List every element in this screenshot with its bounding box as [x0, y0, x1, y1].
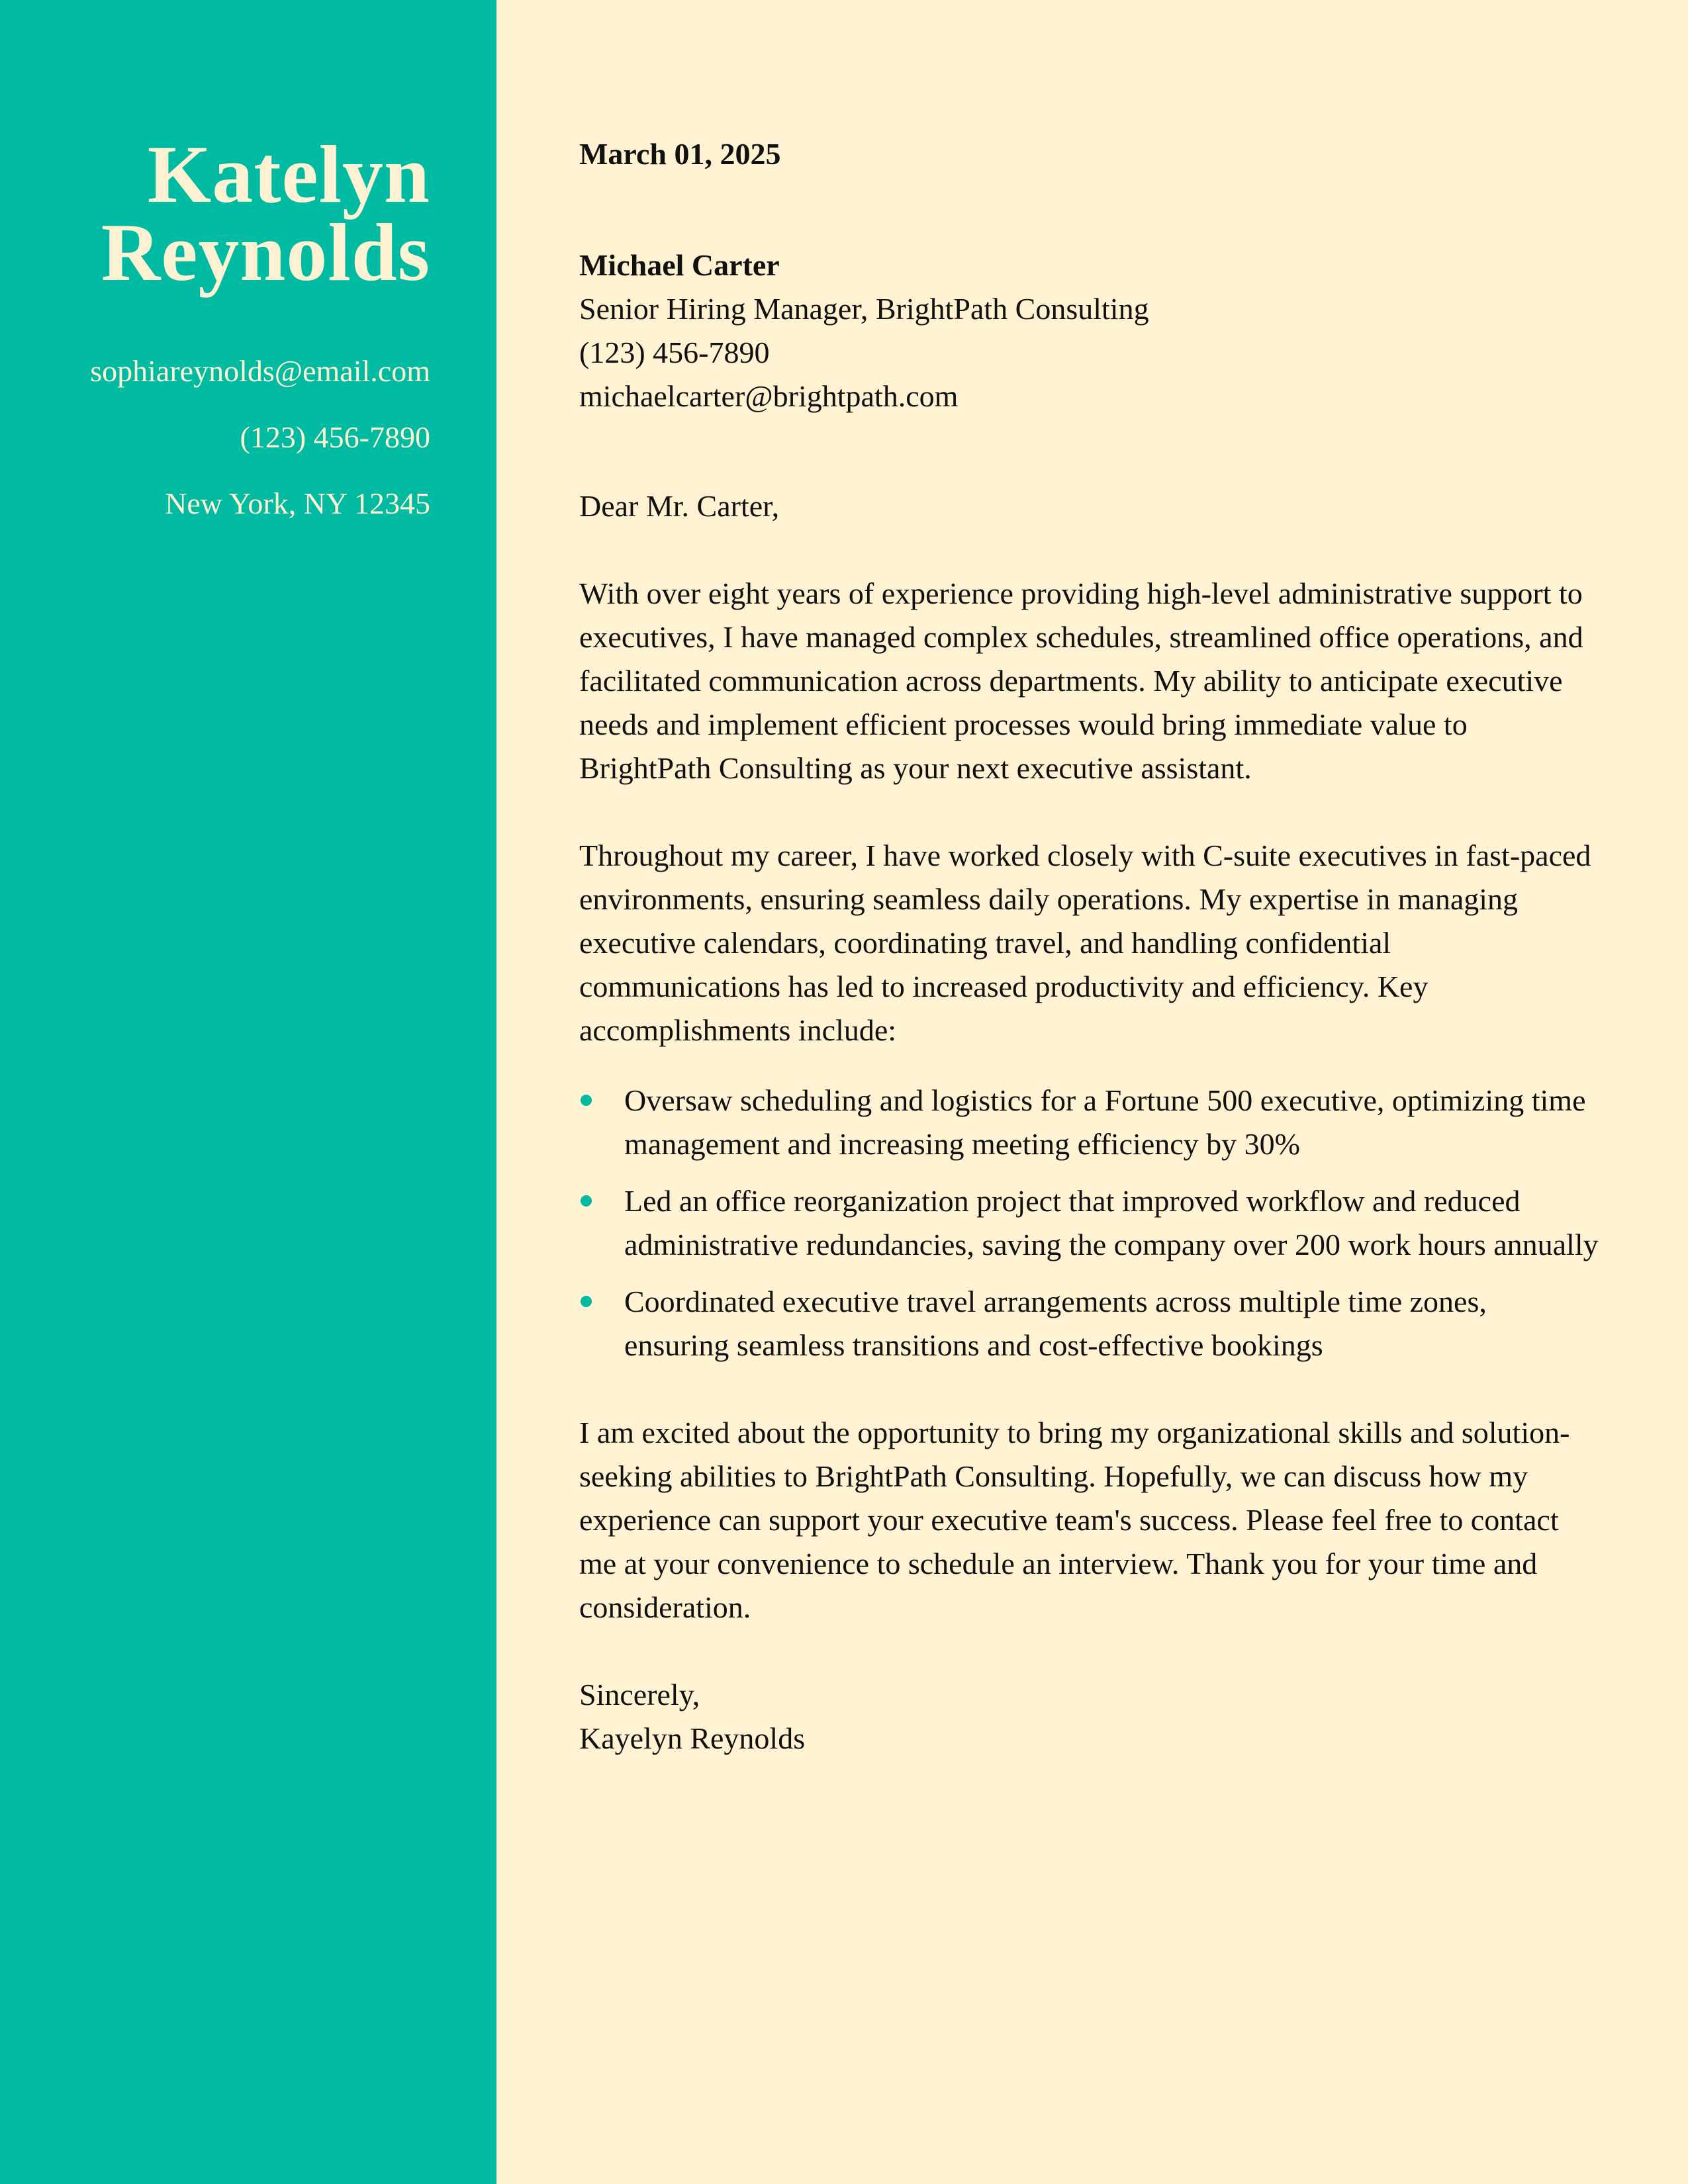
sender-email: sophiareynolds@email.com — [90, 354, 430, 388]
recipient-title: Senior Hiring Manager, BrightPath Consulting — [579, 292, 1149, 326]
sender-name — [7, 129, 430, 298]
signoff: Sincerely, — [579, 1678, 700, 1711]
list-item-text: Led an office reorganization project that improved workflow and reduced administrative redundancies, saving the company over 200 work hours annually — [624, 1184, 1599, 1261]
experience-paragraph: Throughout my career, I have worked closely with C-suite executives in fast-paced environments, ensuring seamless daily operations. My expertise in managing executive calendars, coordinating travel, and handling confidential communications has led to increased productivity and efficiency. Key accomplishments include: — [579, 839, 1591, 1047]
letter-body — [579, 132, 1599, 1760]
signature: Kayelyn Reynolds — [579, 1721, 806, 1755]
sender-block — [7, 129, 430, 553]
list-item-text: Coordinated executive travel arrangements across multiple time zones, ensuring seamless transitions and cost-effective bookings — [624, 1285, 1487, 1362]
salutation: Dear Mr. Carter, — [579, 489, 780, 523]
sender-phone: (123) 456-7890 — [240, 420, 430, 454]
closing-paragraph: I am excited about the opportunity to bring my organizational skills and solution-seeking abilities to BrightPath Consulting. Hopefully, we can discuss how my experience can support your executive team's success. Please feel free to contact me at your convenience to schedule an interview. Thank you for your time and consideration. — [579, 1416, 1570, 1624]
sender-location: New York, NY 12345 — [165, 486, 430, 520]
list-item — [579, 1280, 1599, 1367]
intro-paragraph: With over eight years of experience providing high-level administrative support to executives, I have managed complex schedules, streamlined office operations, and facilitated communication across departments. My ability to anticipate executive needs and implement efficient processes would bring immediate value to BrightPath Consulting as your next executive assistant. — [579, 576, 1583, 785]
sender-first-name: Katelyn — [147, 129, 430, 220]
list-item-text: Oversaw scheduling and logistics for a Fortune 500 executive, optimizing time management and increasing meeting efficiency by 30% — [624, 1083, 1586, 1161]
signoff-block — [579, 1673, 1599, 1760]
sender-last-name: Reynolds — [101, 207, 430, 298]
recipient-email: michaelcarter@brightpath.com — [579, 379, 959, 413]
sidebar — [0, 0, 496, 2184]
recipient-name: Michael Carter — [579, 248, 780, 282]
bullet-dot-icon — [581, 1296, 592, 1307]
bullet-dot-icon — [581, 1095, 592, 1106]
recipient-phone: (123) 456-7890 — [579, 336, 770, 369]
bullet-dot-icon — [581, 1195, 592, 1206]
sender-contact — [7, 355, 430, 520]
recipient-block — [579, 244, 1599, 418]
accomplishments-list — [579, 1079, 1599, 1367]
list-item — [579, 1079, 1599, 1166]
letter-date: March 01, 2025 — [579, 137, 781, 171]
list-item — [579, 1179, 1599, 1267]
